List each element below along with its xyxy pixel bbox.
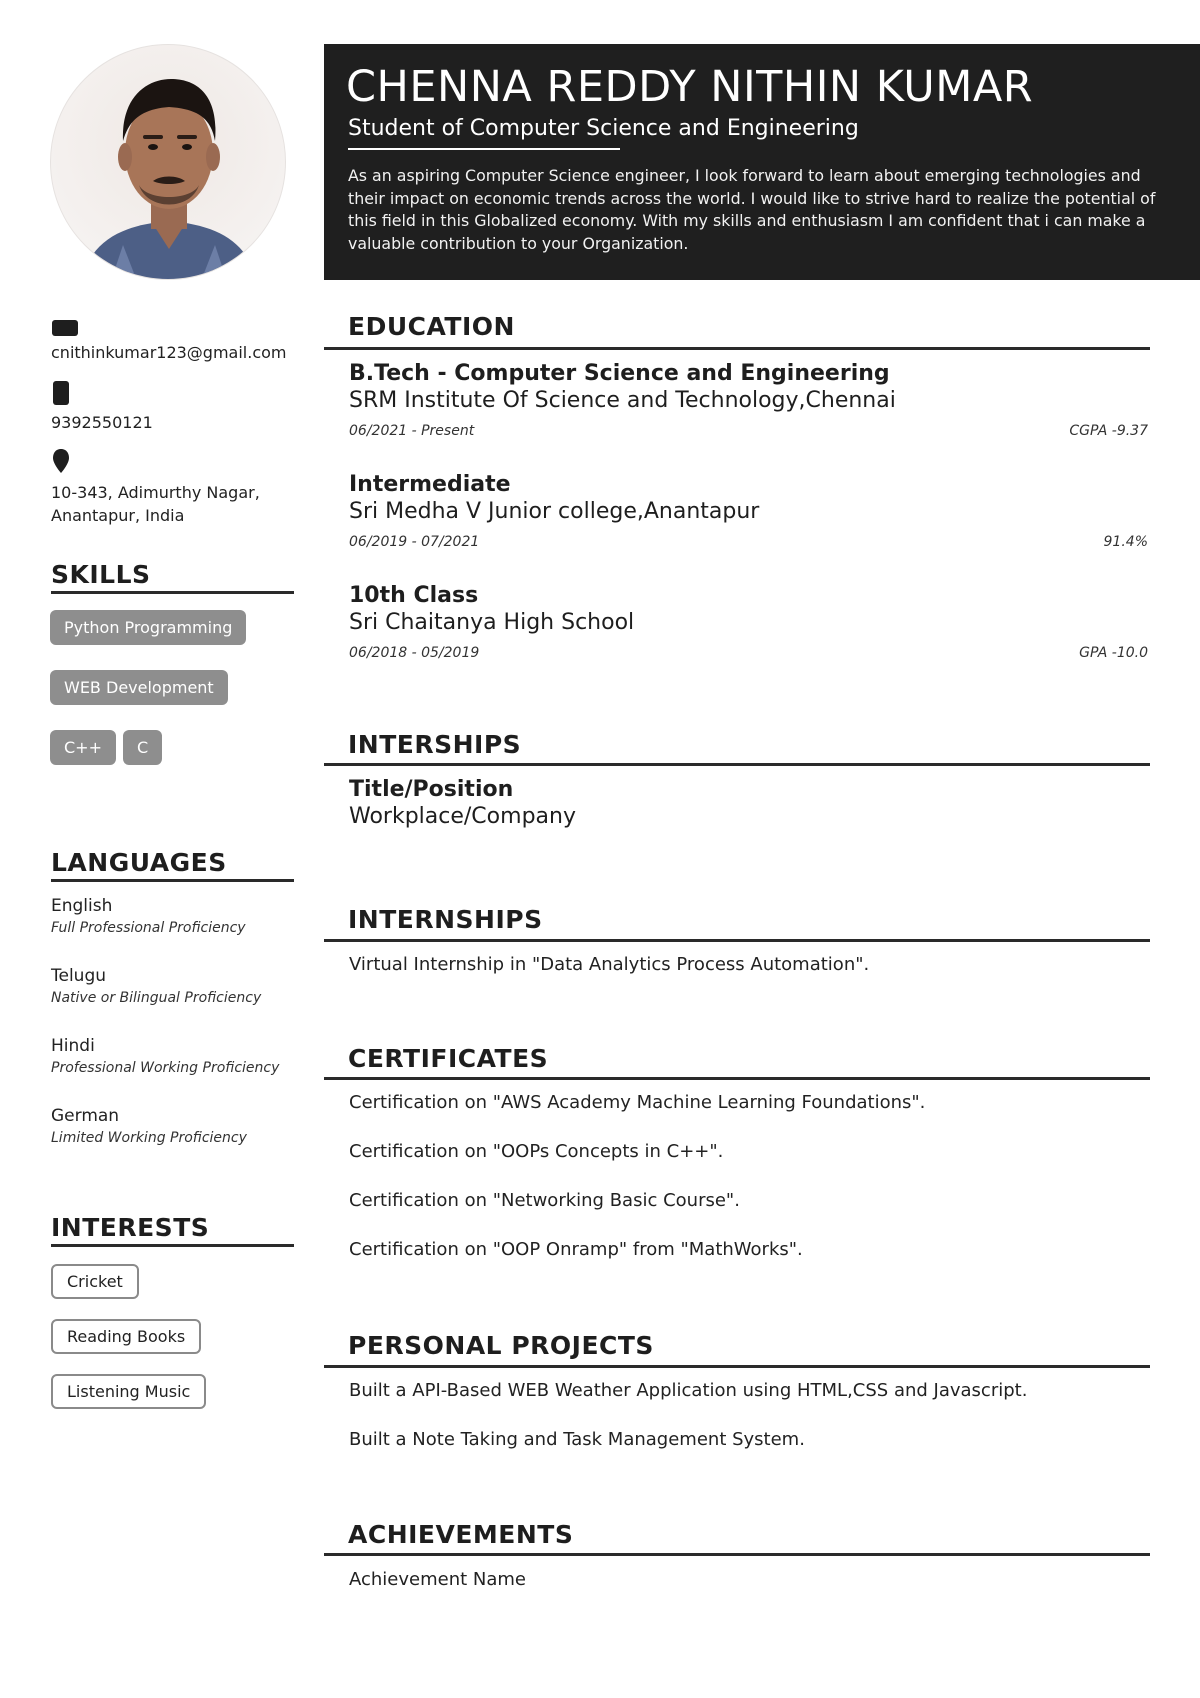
language-level: Full Professional Proficiency: [51, 920, 246, 936]
envelope-icon: [52, 318, 78, 338]
profile-summary: As an aspiring Computer Science engineer, I look forward to learn about emerging technologies and their impact on economic trends across the world. I would like to strive hard to realize the potential of this field in this Globalized economy. With my skills and enthusiasm I am confident that i can make a valuable contribution to your Organization.: [348, 166, 1156, 253]
candidate-title: Student of Computer Science and Engineering: [348, 116, 859, 141]
interships-heading: INTERSHIPS: [348, 730, 522, 759]
certificate-item: Certification on "Networking Basic Course".: [349, 1190, 740, 1211]
internship-item: Virtual Internship in "Data Analytics Process Automation".: [349, 954, 870, 975]
certificate-item: Certification on "OOP Onramp" from "MathWorks".: [349, 1239, 803, 1260]
phone-text[interactable]: 9392550121: [51, 413, 153, 432]
person-portrait-icon: [51, 45, 286, 280]
education-institution: Sri Chaitanya High School: [349, 610, 635, 635]
sidebar: [0, 0, 320, 1698]
achievement-item: Achievement Name: [349, 1569, 527, 1590]
section-divider: [324, 347, 1150, 350]
certificate-item: Certification on "OOPs Concepts in C++".: [349, 1141, 724, 1162]
internships-heading: INTERNSHIPS: [348, 905, 543, 934]
section-divider: [324, 1077, 1150, 1080]
interest-tag: Reading Books: [51, 1319, 201, 1354]
education-dates: 06/2019 - 07/2021: [349, 534, 480, 550]
section-divider: [324, 1365, 1150, 1368]
education-degree: B.Tech - Computer Science and Engineering: [349, 361, 890, 386]
language-level: Limited Working Proficiency: [51, 1130, 247, 1146]
profile-photo: [50, 44, 286, 280]
language-level: Professional Working Proficiency: [51, 1060, 280, 1076]
interest-tag: Cricket: [51, 1264, 139, 1299]
projects-heading: PERSONAL PROJECTS: [348, 1331, 654, 1360]
skill-badge: C++: [50, 730, 116, 765]
language-name: Telugu: [51, 966, 107, 986]
education-score: 91.4%: [1103, 534, 1148, 550]
position-title: Title/Position: [349, 777, 514, 802]
email-text[interactable]: cnithinkumar123@gmail.com: [51, 343, 287, 362]
education-heading: EDUCATION: [348, 312, 515, 341]
section-divider: [324, 1553, 1150, 1556]
address-line-1: 10-343, Adimurthy Nagar,: [51, 483, 260, 502]
education-institution: SRM Institute Of Science and Technology,Chennai: [349, 388, 896, 413]
language-name: German: [51, 1106, 120, 1126]
skills-heading: SKILLS: [51, 560, 294, 594]
language-name: English: [51, 896, 113, 916]
education-institution: Sri Medha V Junior college,Anantapur: [349, 499, 760, 524]
resume-header: [324, 44, 1200, 280]
phone-icon: [52, 380, 70, 406]
education-degree: 10th Class: [349, 583, 479, 608]
location-pin-icon: [52, 448, 70, 474]
candidate-name: CHENNA REDDY NITHIN KUMAR: [346, 62, 1034, 112]
education-score: GPA -10.0: [1079, 645, 1148, 661]
language-level: Native or Bilingual Proficiency: [51, 990, 262, 1006]
interests-heading: INTERESTS: [51, 1213, 294, 1247]
certificates-heading: CERTIFICATES: [348, 1044, 549, 1073]
education-dates: 06/2021 - Present: [349, 423, 475, 439]
language-name: Hindi: [51, 1036, 95, 1056]
section-divider: [324, 939, 1150, 942]
skill-badge: WEB Development: [50, 670, 228, 705]
address-line-2: Anantapur, India: [51, 506, 185, 525]
achievements-heading: ACHIEVEMENTS: [348, 1520, 574, 1549]
certificate-item: Certification on "AWS Academy Machine Learning Foundations".: [349, 1092, 926, 1113]
title-underline: [348, 148, 620, 150]
company-name: Workplace/Company: [349, 804, 576, 829]
interest-tag: Listening Music: [51, 1374, 206, 1409]
skill-badge: Python Programming: [50, 610, 246, 645]
section-divider: [324, 763, 1150, 766]
languages-heading: LANGUAGES: [51, 848, 294, 882]
education-score: CGPA -9.37: [1069, 423, 1148, 439]
skill-badge: C: [123, 730, 162, 765]
project-item: Built a Note Taking and Task Management System.: [349, 1429, 805, 1450]
education-dates: 06/2018 - 05/2019: [349, 645, 480, 661]
education-degree: Intermediate: [349, 472, 511, 497]
project-item: Built a API-Based WEB Weather Application using HTML,CSS and Javascript.: [349, 1380, 1028, 1401]
